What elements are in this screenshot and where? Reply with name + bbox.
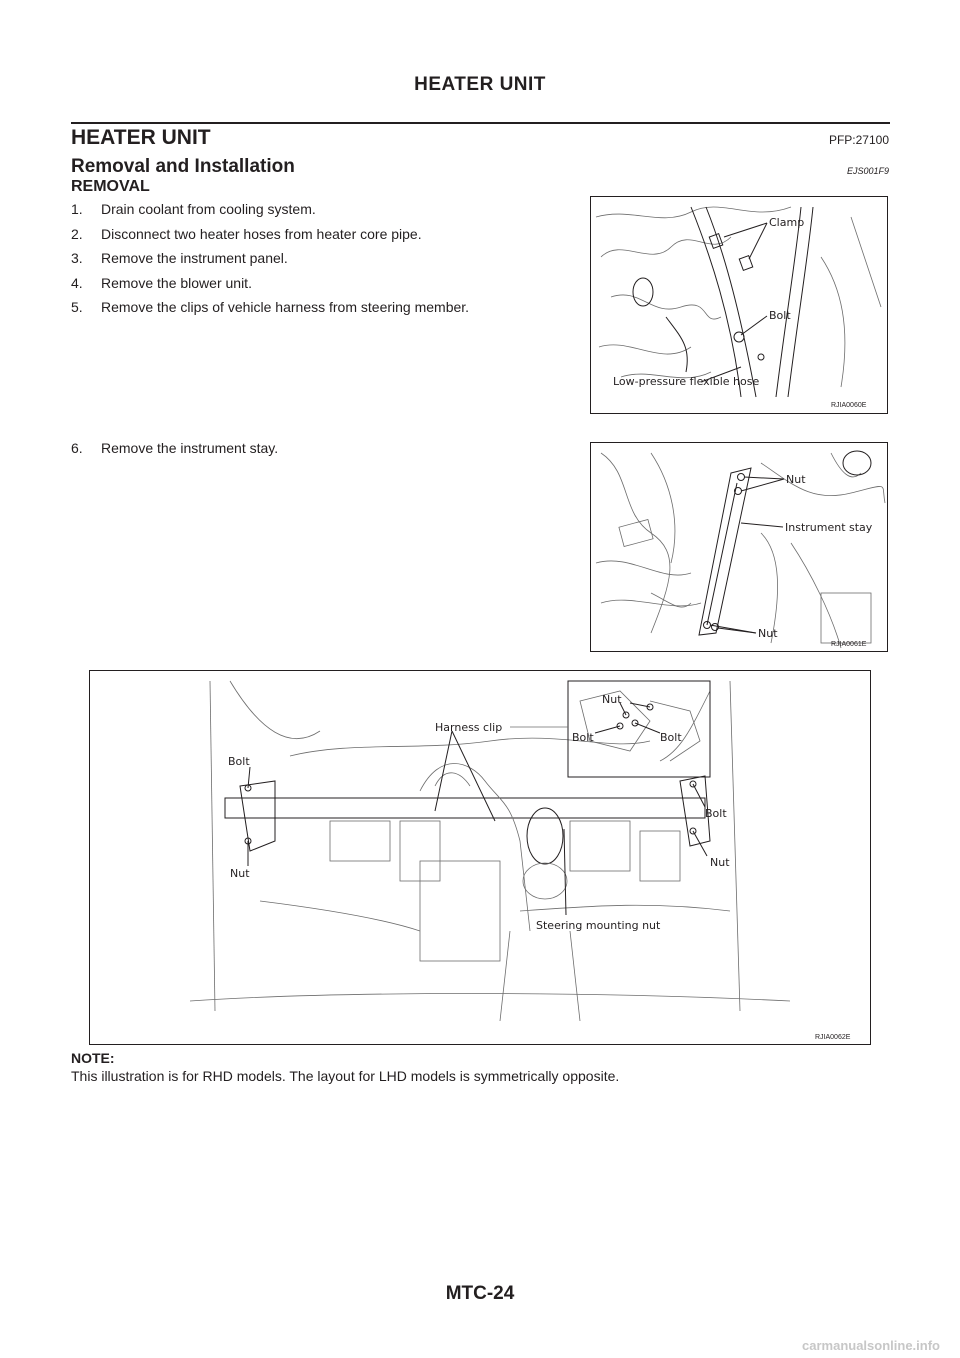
step-text: Disconnect two heater hoses from heater core pipe. (101, 225, 422, 242)
label-inset-bolt-left: Bolt (572, 731, 594, 744)
step-item (71, 226, 571, 251)
section-title: HEATER UNIT (71, 126, 211, 149)
label-nut-right: Nut (710, 856, 730, 869)
subsection-title: Removal and Installation (71, 156, 295, 177)
label-nut-left: Nut (230, 867, 250, 880)
step-number: 2. (71, 225, 83, 242)
pfp-code: PFP:27100 (828, 133, 889, 147)
step-text: Remove the instrument stay. (101, 440, 279, 456)
step-item (71, 440, 278, 456)
step-text: Remove the instrument panel. (101, 250, 288, 266)
note-text: This illustration is for RHD models. The layout for LHD models is symmetrically opposite. (71, 1068, 620, 1084)
step-number: 3. (71, 250, 83, 266)
step-text: Remove the clips of vehicle harness from steering member. (101, 299, 470, 315)
label-bolt: Bolt (769, 309, 791, 322)
section-code: EJS001F9 (846, 166, 889, 176)
step-number: 4. (71, 274, 83, 291)
step-number: 1. (71, 201, 83, 217)
label-instrument-stay: Instrument stay (785, 521, 873, 534)
figure-id: RJIA0060E (831, 402, 867, 409)
figure-instrument-stay (590, 442, 888, 652)
label-hose: Low-pressure flexible hose (613, 375, 760, 388)
removal-steps (71, 201, 571, 324)
label-nut-top: Nut (786, 473, 806, 486)
instrument-stay-illustration (591, 443, 887, 651)
label-harness-clip: Harness clip (435, 721, 503, 734)
figure-heater-hose (590, 196, 888, 414)
step-number: 6. (71, 440, 83, 456)
removal-heading: REMOVAL (71, 178, 150, 195)
running-head: HEATER UNIT (414, 74, 546, 95)
step-item (71, 275, 571, 300)
step-number: 5. (71, 299, 83, 315)
heater-hose-illustration (591, 197, 887, 413)
step-text: Remove the blower unit. (101, 274, 252, 291)
label-steering-nut: Steering mounting nut (536, 919, 661, 932)
step-item (71, 299, 571, 324)
page-number: MTC-24 (445, 1283, 515, 1304)
figure-steering-member (89, 670, 871, 1045)
note-heading: NOTE: (71, 1050, 115, 1066)
figure-id: RJIA0061E (831, 641, 867, 648)
label-clamp: Clamp (769, 216, 805, 229)
header-rule (71, 122, 890, 124)
label-bolt-left: Bolt (228, 755, 250, 768)
label-inset-bolt-right: Bolt (660, 731, 682, 744)
steering-member-illustration (90, 671, 870, 1044)
figure-id: RJIA0062E (815, 1034, 851, 1041)
label-nut-bottom: Nut (758, 627, 778, 640)
label-bolt-right: Bolt (705, 807, 727, 820)
watermark: carmanualsonline.info (802, 1338, 940, 1353)
step-item (71, 250, 571, 275)
step-text: Drain coolant from cooling system. (101, 201, 316, 217)
label-inset-nut: Nut (602, 693, 622, 706)
step-item (71, 201, 571, 226)
